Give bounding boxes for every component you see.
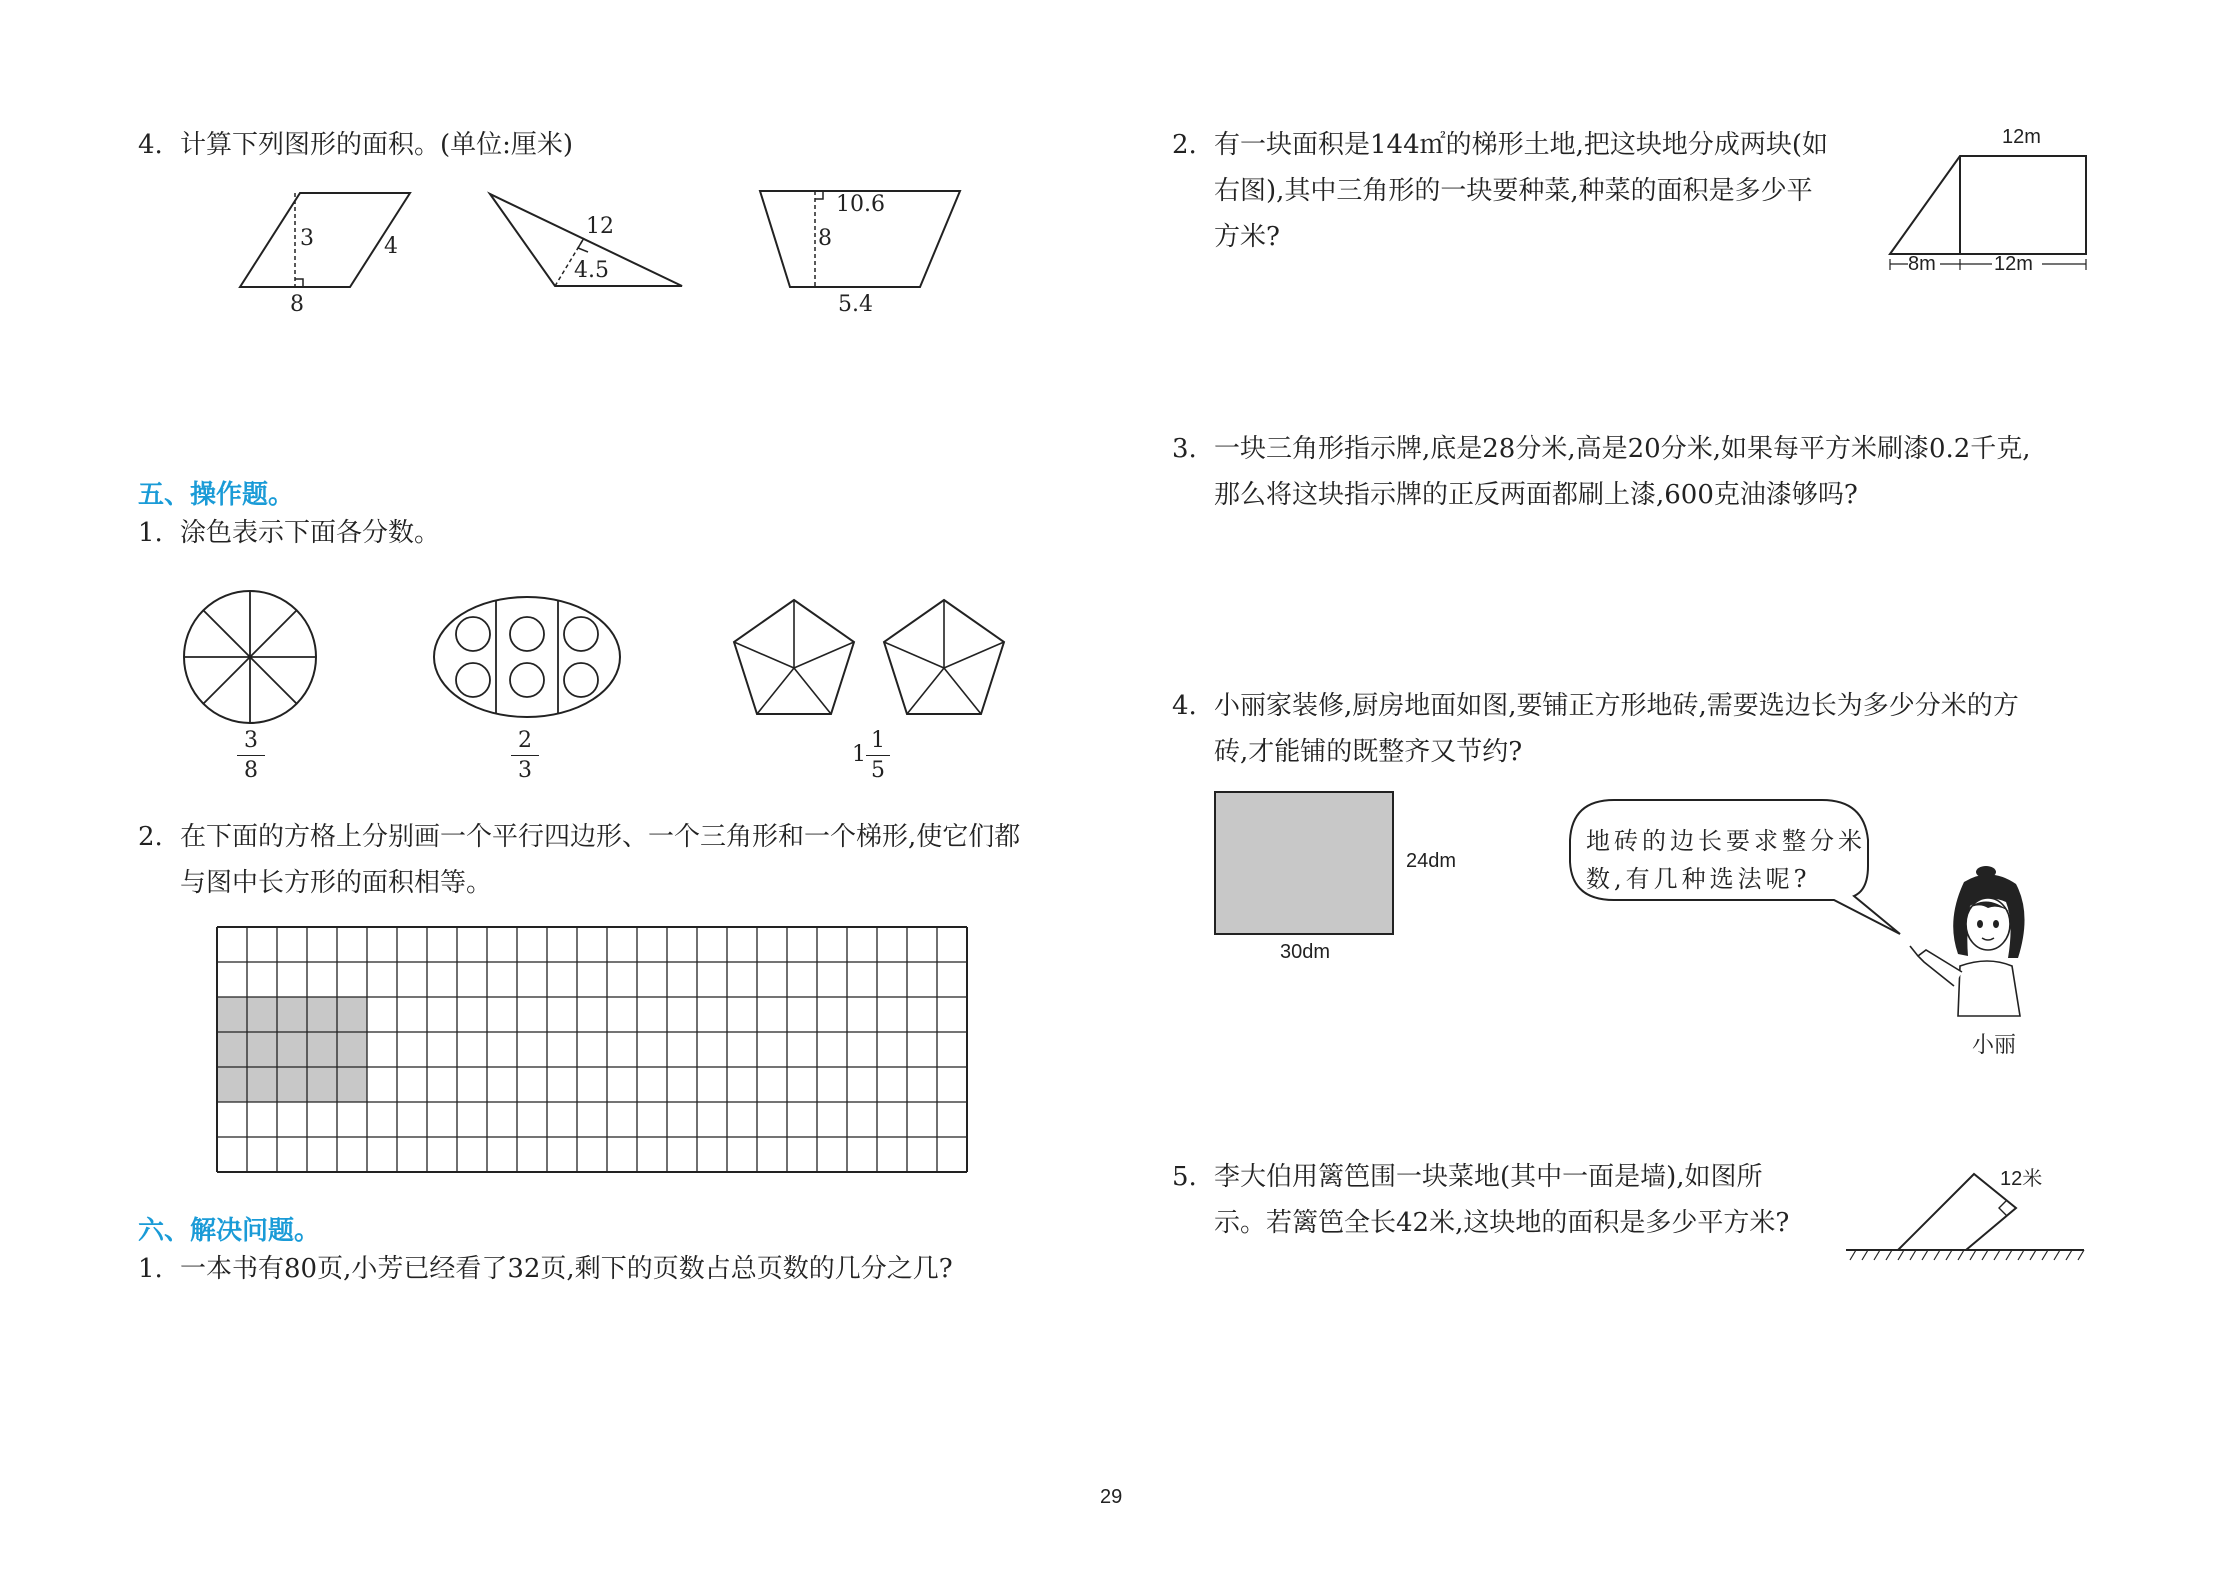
question-4-left	[138, 122, 573, 168]
question-text: 一本书有80页,小芳已经看了32页,剩下的页数占总页数的几分之几?	[180, 1254, 953, 1284]
denominator: 5	[871, 758, 885, 783]
label-side: 12	[586, 214, 614, 239]
label-top: 12m	[2002, 126, 2041, 148]
mixed-whole: 1	[852, 742, 866, 767]
question-number: 5.	[1172, 1162, 1197, 1192]
question-6-1	[138, 1246, 953, 1292]
question-2-right	[1172, 122, 1828, 260]
question-text: 那么将这块指示牌的正反两面都刷上漆,600克油漆够吗?	[1214, 480, 1858, 510]
question-text: 小丽家装修,厨房地面如图,要铺正方形地砖,需要选边长为多少分米的方	[1214, 691, 2019, 721]
label-height: 8	[818, 226, 832, 251]
fraction-2-3	[505, 728, 545, 783]
label-base: 8	[290, 292, 304, 317]
numerator: 2	[518, 728, 532, 753]
fraction-1-5	[860, 728, 896, 783]
question-text: 在下面的方格上分别画一个平行四边形、一个三角形和一个梯形,使它们都	[180, 822, 1021, 852]
question-text: 右图),其中三角形的一块要种菜,种菜的面积是多少平	[1214, 176, 1813, 206]
numerator: 1	[871, 728, 885, 753]
question-text: 与图中长方形的面积相等。	[180, 868, 493, 898]
question-5-2	[138, 814, 1020, 906]
question-5-right	[1172, 1154, 1789, 1246]
question-5-1	[138, 510, 440, 556]
question-number: 4.	[1172, 691, 1197, 721]
fraction-bar	[237, 755, 265, 756]
label-height: 3	[300, 226, 314, 251]
square-grid[interactable]	[216, 926, 974, 1174]
question-text: 涂色表示下面各分数。	[180, 518, 441, 548]
question-text: 一块三角形指示牌,底是28分米,高是20分米,如果每平方米刷漆0.2千克,	[1214, 434, 2031, 464]
label-height: 24dm	[1406, 850, 1457, 872]
label-side: 12米	[2000, 1168, 2043, 1190]
question-text: 有一块面积是144㎡的梯形土地,把这块地分成两块(如	[1214, 130, 1829, 160]
shaded-rectangle	[217, 997, 367, 1102]
question-text: 示。若篱笆全长42米,这块地的面积是多少平方米?	[1214, 1208, 1790, 1238]
question-text: 计算下列图形的面积。(单位:厘米)	[180, 130, 574, 160]
page-number: 29	[1100, 1486, 1123, 1508]
girl-illustration	[1900, 862, 2060, 1022]
section-title: 六、解决问题。	[138, 1216, 321, 1246]
speech-bubble-text	[1586, 822, 1866, 898]
label-height: 4.5	[574, 258, 609, 283]
pentagon-fifths-figure[interactable]	[882, 598, 1012, 720]
fraction-bar	[511, 755, 539, 756]
denominator: 8	[244, 758, 258, 783]
garden-fence-figure	[1846, 1162, 2086, 1272]
question-number: 1.	[138, 518, 163, 548]
fraction-3-8	[231, 728, 271, 783]
label-side: 4	[384, 234, 398, 259]
girl-name: 小丽	[1972, 1033, 2017, 1058]
question-number: 2.	[138, 822, 163, 852]
label-bottom: 5.4	[838, 292, 873, 317]
bubble-line: 地砖的边长要求整分米	[1586, 827, 1866, 855]
numerator: 3	[244, 728, 258, 753]
parallelogram-figure	[230, 186, 430, 296]
question-text: 方米?	[1214, 222, 1280, 252]
question-number: 2.	[1172, 130, 1197, 160]
question-number: 3.	[1172, 434, 1197, 464]
question-number: 4.	[138, 130, 163, 160]
denominator: 3	[518, 758, 532, 783]
ellipse-thirds-figure[interactable]	[433, 596, 623, 721]
question-number: 1.	[138, 1254, 163, 1284]
label-bottom-left: 8m	[1908, 253, 1936, 275]
pentagon-fifths-figure[interactable]	[732, 598, 862, 720]
question-text: 砖,才能铺的既整齐又节约?	[1214, 737, 1523, 767]
circle-eighths-figure[interactable]	[183, 590, 323, 730]
question-4-right	[1172, 683, 2019, 775]
section-title: 五、操作题。	[138, 480, 295, 510]
kitchen-floor-rect	[1214, 791, 1394, 935]
question-3-right	[1172, 426, 2031, 518]
fraction-bar	[866, 755, 890, 756]
bubble-line: 数,有几种选法呢?	[1586, 865, 1811, 893]
question-text: 李大伯用篱笆围一块菜地(其中一面是墙),如图所	[1214, 1162, 1763, 1192]
label-top: 10.6	[836, 192, 885, 217]
label-width: 30dm	[1280, 941, 1331, 963]
label-bottom-right: 12m	[1994, 253, 2033, 275]
